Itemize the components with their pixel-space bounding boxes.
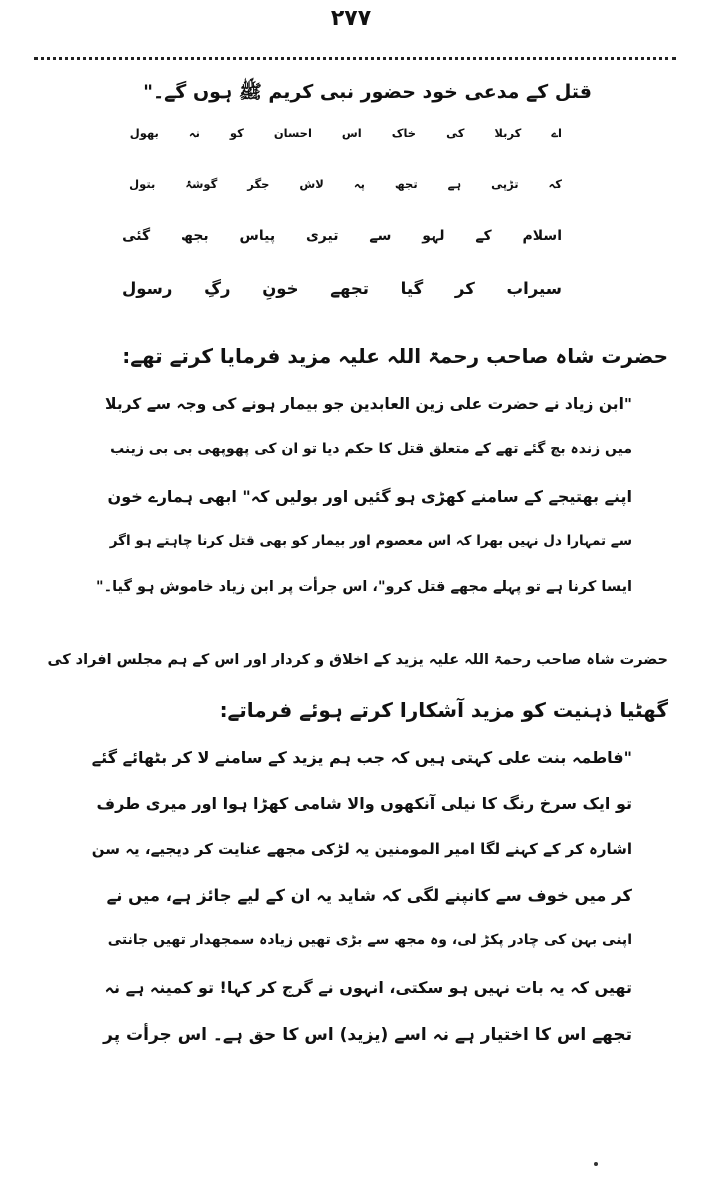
quote-line: تو ایک سرخ رنگ کا نیلی آنکھوں والا شامی کھڑا ہوا اور میری طرف: [96, 794, 632, 813]
quote-line: سے تمہارا دل نہیں بھرا کہ اس معصوم اور بیمار کو بھی قتل کرنا چاہتے ہو اگر: [109, 533, 632, 549]
ink-speck: [594, 1162, 598, 1166]
quote-line: "فاطمہ بنت علی کہتی ہیں کہ جب ہم یزید کے سامنے لا کر بٹھائے گئے: [91, 748, 632, 767]
intro-text: قتل کے مدعی خود حضور نبی کریم ﷺ ہوں گے۔": [143, 81, 592, 103]
quote-line: تھیں کہ یہ بات نہیں ہو سکتی، انہوں نے گرج کر کہا! تو کمینہ ہے نہ: [104, 978, 632, 997]
quote-block-2: [92, 748, 632, 1068]
paragraph-line: گھٹیا ذہنیت کو مزید آشکارا کرتے ہوئے فرماتے:: [219, 698, 668, 722]
quote-line: اپنی بہن کی چادر پکڑ لی، وہ مجھ سے بڑی تھیں زیادہ سمجھدار تھیں جانتی: [107, 932, 632, 948]
header-divider: [34, 57, 676, 60]
paragraph-line: حضرت شاہ صاحب رحمۃ اللہ علیہ یزید کے اخلاق و کردار اور اس کے ہم مجلس افراد کی: [47, 652, 668, 668]
page-number: ۲۷۷: [330, 6, 372, 31]
quote-line: "ابن زیاد نے حضرت علی زین العابدین جو بیمار ہونے کی وجہ سے کربلا: [105, 395, 632, 413]
verse-line: اسلام کے لہو سے تیری پیاس بجھ گئی: [122, 228, 562, 244]
heading-line: [108, 344, 668, 374]
quote-block-1: [92, 395, 632, 625]
quote-line: اپنے بھتیجے کے سامنے کھڑی ہو گئیں اور بولیں کہ" ابھی ہمارے خون: [107, 487, 632, 506]
verse-line: کہ تڑپی ہے تجھ پہ لاش جگر گوشۂ بتول: [129, 177, 562, 191]
quote-line: ایسا کرنا ہے تو پہلے مجھے قتل کرو"، اس جرأت پر ابن زیاد خاموش ہو گیا۔": [96, 579, 632, 595]
quote-line: تجھے اس کا اختیار ہے نہ اسے (یزید) اس کا حق ہے۔ اس جرأت پر: [103, 1025, 632, 1045]
verse-line: اے کربلا کی خاک اس احسان کو نہ بھول: [129, 126, 562, 140]
quote-line: اشارہ کر کے کہنے لگا امیر المومنین یہ لڑکی مجھے عنایت کر دیجیے، یہ سن: [91, 840, 632, 858]
intro-line: [122, 80, 592, 110]
verse-line: سیراب کر گیا تجھے خونِ رگِ رسول: [121, 279, 562, 298]
quote-line: میں زندہ بچ گئے تھے کے متعلق قتل کا حکم دیا تو ان کی پھوپھی بی بی زینب: [110, 441, 632, 457]
section-heading: حضرت شاہ صاحب رحمۃ اللہ علیہ مزید فرمایا کرتے تھے:: [122, 344, 668, 368]
paragraph-2: [28, 652, 668, 732]
quote-line: کر میں خوف سے کانپنے لگی کہ شاید یہ ان کے لیے جائز ہے، میں نے: [106, 886, 632, 905]
verse-block: [122, 126, 562, 326]
